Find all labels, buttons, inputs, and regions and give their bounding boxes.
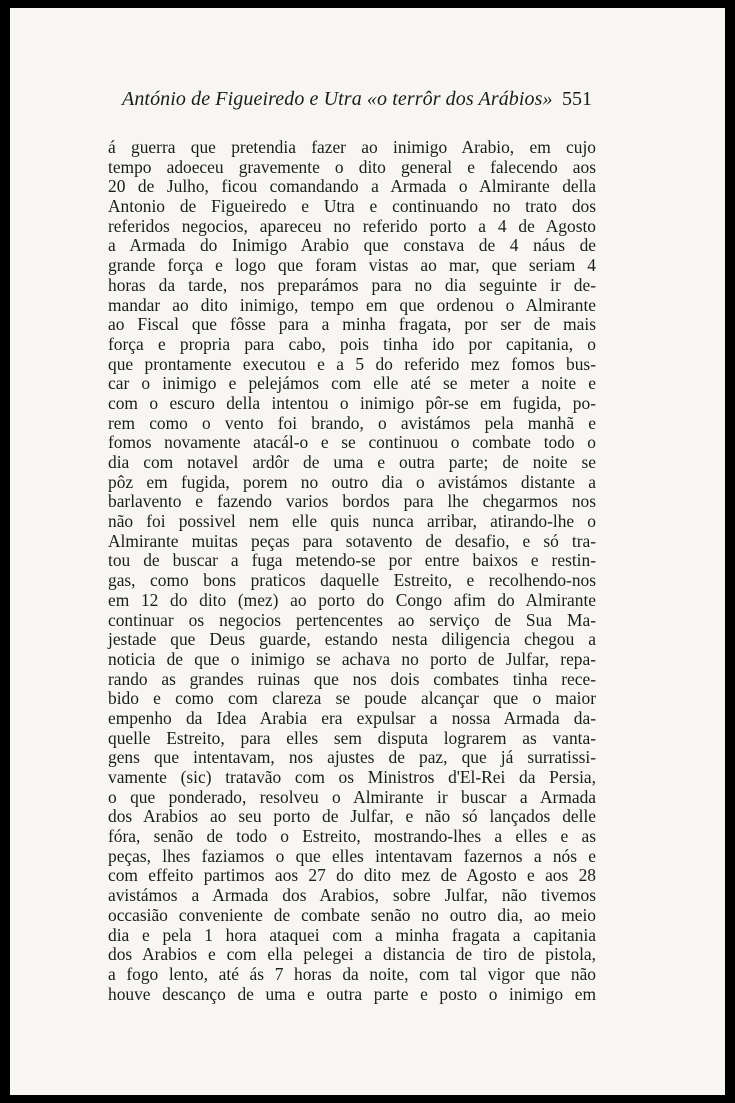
text-line: a Armada do Inimigo Arabio que constava de 4 náus de [108,235,596,256]
text-line: Almirante muitas peças para sotavento de desafio, e só tra- [108,530,596,551]
page-number: 551 [562,88,592,110]
text-line: continuar os negocios pertencentes ao serviço de Sua Ma- [108,609,596,630]
running-header [122,88,592,120]
text-line: barlavento e fazendo varios bordos para lhe chegarmos nos [108,491,596,512]
text-line: dia com notavel ardôr de uma e outra parte; de noite se [108,452,596,472]
text-line: fomos novamente atacál-o e se continuou o combate todo o [108,432,596,453]
text-line: força e propria para cabo, pois tinha ido por capitania, o [108,333,596,354]
body-text [108,138,596,1004]
text-line: referidos negocios, apareceu no referido porto a 4 de Agosto [108,215,596,236]
text-line: o que ponderado, resolveu o Almirante ir buscar a Armada [108,786,596,807]
text-line: pôz em fugida, porem no outro dia o avistámos distante a [108,471,596,492]
text-line: grande força e logo que foram vistas ao mar, que seriam 4 [108,255,596,276]
text-line: fóra, senão de todo o Estreito, mostrando-lhes a elles e as [108,826,596,847]
text-line: dos Arabios ao seu porto de Julfar, e não só lançados delle [108,806,596,827]
text-line: não foi possivel nem elle quis nunca arribar, atirando-lhe o [108,511,596,532]
text-line: com effeito partimos aos 27 do dito mez de Agosto e aos 28 [108,865,596,886]
text-line: mandar ao dito inimigo, tempo em que ordenou o Almirante [108,294,596,315]
text-line: tempo adoeceu gravemente o dito general e falecendo aos [108,156,596,177]
book-page [10,8,725,1095]
text-line: a fogo lento, até ás 7 horas da noite, com tal vigor que não [108,963,596,984]
text-line: quelle Estreito, para elles sem disputa lograrem as vanta- [108,727,596,748]
text-line: vamente (sic) tratavão com os Ministros d'El-Rei da Persia, [108,767,596,787]
text-line: tou de buscar a fuga metendo-se por entre baixos e restin- [108,550,596,571]
text-line: que prontamente executou e a 5 do referido mez fomos bus- [108,353,596,374]
text-line: car o inimigo e pelejámos com elle até se meter a noite e [108,373,596,394]
text-line: á guerra que pretendia fazer ao inimigo Arabio, em cujo [108,137,596,157]
text-line: noticia de que o inimigo se achava no porto de Julfar, repa- [108,648,596,669]
text-line: avistámos a Armada dos Arabios, sobre Julfar, não tivemos [108,885,596,906]
text-line: houve descanço de uma e outra parte e posto o inimigo em [108,983,596,1004]
text-line: rando as grandes ruinas que nos dois combates tinha rece- [108,668,596,689]
text-line: em 12 do dito (mez) ao porto do Congo afim do Almirante [108,589,596,610]
text-line: bido e como com clareza se poude alcançar que o maior [108,688,596,709]
text-line: dia e pela 1 hora ataquei com a minha fragata a capitania [108,924,596,945]
text-line: Antonio de Figueiredo e Utra e continuando no trato dos [108,196,596,217]
text-line: empenho da Idea Arabia era expulsar a nossa Armada da- [108,707,596,728]
text-line: jestade que Deus guarde, estando nesta diligencia chegou a [108,629,596,650]
running-title: António de Figueiredo e Utra «o terrôr dos Arábios» [122,88,553,110]
text-line: gens que intentavam, nos ajustes de paz, que já surratissi- [108,747,596,768]
text-line: ao Fiscal que fôsse para a minha fragata, por ser de mais [108,314,596,335]
text-line: 20 de Julho, ficou comandando a Armada o Almirante della [108,176,596,197]
text-line: dos Arabios e com ella pelegei a distancia de tiro de pistola, [108,944,596,965]
text-line: com o escuro della intentou o inimigo pôr-se em fugida, po- [108,392,596,413]
text-line: rem como o vento foi brando, o avistámos pela manhã e [108,412,596,433]
text-line: occasião conveniente de combate senão no outro dia, ao meio [108,904,596,925]
text-line: horas da tarde, nos preparámos para no dia seguinte ir de- [108,274,596,295]
text-line: peças, lhes faziamos o que elles intentavam fazernos a nós e [108,845,596,866]
text-line: gas, como bons praticos daquelle Estreito, e recolhendo-nos [108,570,596,591]
